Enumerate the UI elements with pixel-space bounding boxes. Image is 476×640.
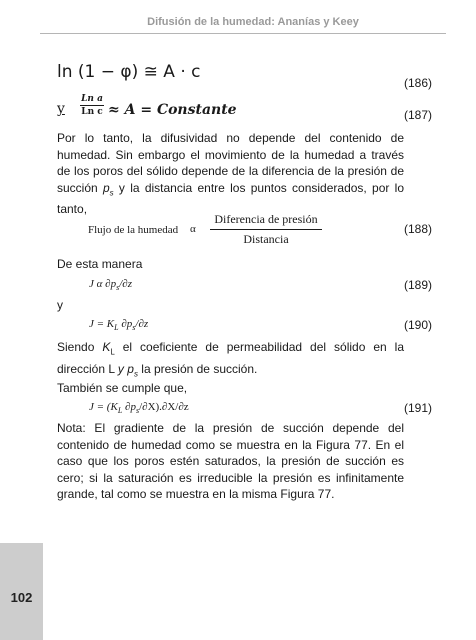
equation-188-denominator: Distancia	[243, 232, 289, 246]
equation-number-190: (190)	[403, 318, 432, 332]
equation-188-fraction	[210, 212, 322, 247]
page-number: 102	[10, 590, 33, 605]
running-header: Difusión de la humedad: Ananías y Keey	[147, 16, 359, 28]
equation-number-186: (186)	[403, 76, 432, 90]
symbol-y-p: y p	[117, 361, 134, 376]
equation-number-188: (188)	[403, 222, 432, 236]
equation-187-fraction	[80, 94, 104, 117]
equation-number-189: (189)	[403, 278, 432, 292]
eq-part: ∂p	[118, 318, 133, 330]
eq-part: J = (K	[89, 401, 118, 413]
eq-sub: L	[117, 406, 123, 416]
subscript-s: s	[109, 187, 114, 197]
symbol-p: p	[102, 180, 110, 195]
equation-190	[89, 318, 148, 332]
symbol-k: K	[102, 340, 111, 354]
eq-sub: s	[132, 323, 136, 333]
paragraph-text: Siendo	[57, 340, 103, 354]
eq-part: J α ∂p	[89, 278, 117, 290]
eq-part: /∂X).∂X/∂z	[139, 401, 189, 413]
equation-187-y: y	[57, 101, 65, 117]
paragraph-text: Por lo tanto, la difusividad no depende del contenido de humedad. Sin embargo el movimiento de la humedad a través de los poros del sólido depende de la diferencia de la presión de succión	[57, 131, 404, 195]
paragraph-nota: Nota: El gradiente de la presión de succión depende del contenido de humedad como se muestra en la Figura 77. En el caso que los poros estén saturados, la presión de succión es cero; si la saturación es irreducible la presión es infinitamente grande, tal como se muestra en la misma Figura 77.	[57, 421, 404, 501]
equation-188-relation: α	[190, 223, 196, 235]
paragraph-siendo	[57, 339, 404, 383]
equation-187-numerator: Ln a	[81, 94, 103, 104]
equation-number-191: (191)	[403, 401, 432, 415]
equation-number-187: (187)	[403, 108, 432, 122]
text-y: y	[57, 298, 63, 312]
eq-part: /∂z	[135, 318, 149, 330]
eq-part: /∂z	[119, 278, 132, 290]
equation-188-left: Flujo de la humedad	[88, 224, 179, 236]
text-tambien: También se cumple que,	[57, 381, 188, 395]
paragraph-text: el coeficiente de permeabilidad del sólido en la dirección L	[57, 340, 404, 376]
equation-187-rhs: ≈ A = Constante	[108, 102, 237, 118]
eq-sub: s	[135, 406, 140, 416]
paragraph-difusividad	[57, 130, 404, 218]
eq-part: ∂p	[122, 401, 136, 413]
equation-191	[89, 401, 189, 415]
equation-186: ln (1 − φ) ≅ A · c	[57, 62, 201, 82]
text-de-esta-manera: De esta manera	[57, 257, 143, 271]
equation-189	[89, 278, 132, 292]
eq-sub: s	[116, 283, 120, 293]
header-rule	[40, 33, 446, 34]
eq-sub: L	[114, 323, 119, 333]
paragraph-text: la presión de succión.	[137, 361, 258, 376]
equation-188-numerator: Diferencia de presión	[210, 212, 322, 230]
paragraph-text: y la distancia entre los puntos considerados, por lo tanto,	[57, 180, 404, 217]
subscript-l: L	[110, 347, 115, 357]
equation-187-denominator: Ln c	[81, 107, 103, 117]
eq-part: J = K	[89, 318, 115, 330]
subscript-s: s	[133, 369, 138, 379]
